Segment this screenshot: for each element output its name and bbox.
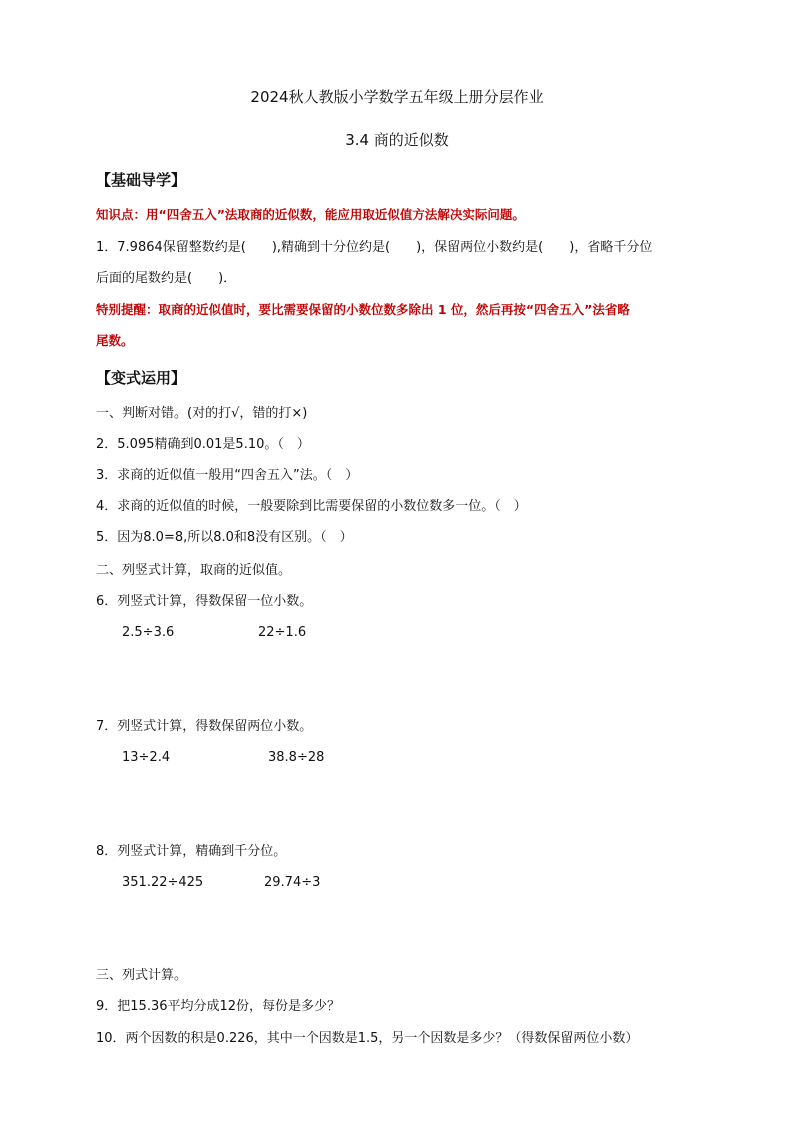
question-4: 4．求商的近似值的时候，一般要除到比需要保留的小数位数多一位。（ ）	[96, 499, 527, 514]
question-9: 9．把15.36平均分成12份，每份是多少？	[96, 999, 341, 1014]
section-heading-practice: 【变式运用】	[96, 369, 187, 387]
special-reminder-line-2: 尾数。	[96, 333, 134, 348]
section-vertical-calculation: 二、列竖式计算，取商的近似值。	[96, 563, 292, 578]
question-8-expression-b: 29.74÷3	[264, 875, 321, 890]
special-reminder-line-1: 特别提醒：取商的近似值时，要比需要保留的小数位数多除出 1 位，然后再按“四舍五入”法省略	[96, 302, 630, 317]
section-formula-calculation: 三、列式计算。	[96, 968, 188, 983]
question-6-expression-b: 22÷1.6	[258, 625, 307, 640]
question-5: 5．因为8.0=8,所以8.0和8没有区别。（ ）	[96, 530, 353, 545]
question-2: 2．5.095精确到0.01是5.10。（ ）	[96, 437, 310, 452]
document-subtitle: 3.4 商的近似数	[345, 131, 449, 149]
question-3: 3．求商的近似值一般用“四舍五入”法。（ ）	[96, 468, 359, 483]
question-6-expression-a: 2.5÷3.6	[122, 625, 175, 640]
question-8: 8．列竖式计算，精确到千分位。	[96, 844, 287, 859]
question-1-line-1: 1．7.9864保留整数约是( ),精确到十分位约是( )，保留两位小数约是( )，省略千分位	[96, 240, 653, 255]
question-1-line-2: 后面的尾数约是( )．	[96, 271, 237, 286]
question-8-expression-a: 351.22÷425	[122, 875, 204, 890]
section-judge-true-false: 一、判断对错。(对的打√，错的打×)	[96, 406, 308, 421]
question-7-expression-b: 38.8÷28	[268, 750, 325, 765]
question-6: 6．列竖式计算，得数保留一位小数。	[96, 594, 313, 609]
question-10: 10．两个因数的积是0.226，其中一个因数是1.5，另一个因数是多少？（得数保留两位小数）	[96, 1031, 639, 1046]
question-7-expression-a: 13÷2.4	[122, 750, 171, 765]
question-7: 7．列竖式计算，得数保留两位小数。	[96, 719, 313, 734]
section-heading-basic: 【基础导学】	[96, 171, 187, 189]
knowledge-point: 知识点：用“四舍五入”法取商的近似数，能应用取近似值方法解决实际问题。	[96, 207, 525, 222]
document-title: 2024秋人教版小学数学五年级上册分层作业	[250, 88, 544, 106]
